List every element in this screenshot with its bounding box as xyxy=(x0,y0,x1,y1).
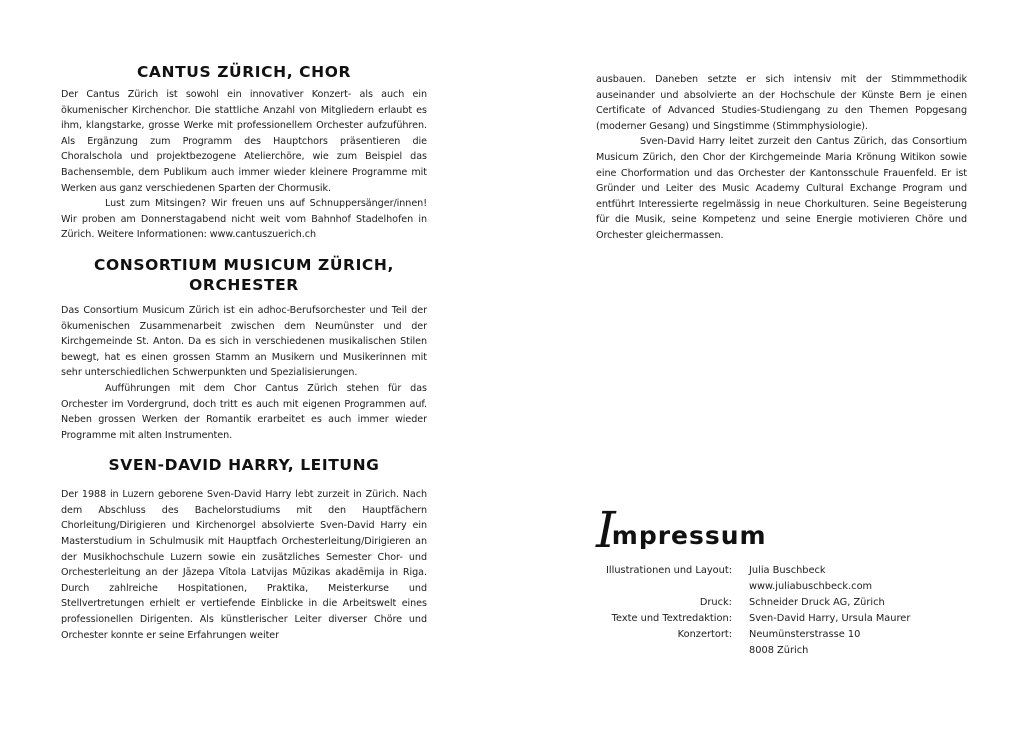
impressum-value: 8008 Zürich xyxy=(749,645,809,656)
section-harry xyxy=(61,455,427,643)
impressum-row xyxy=(596,643,976,659)
impressum-heading-rest: mpressum xyxy=(611,520,767,550)
impressum-value: Sven-David Harry, Ursula Maurer xyxy=(749,613,911,624)
section-consortium xyxy=(61,255,427,443)
consortium-heading: CONSORTIUM MUSICUM ZÜRICH, ORCHESTER xyxy=(94,255,394,294)
impressum-value: Neumünsterstrasse 10 xyxy=(749,629,861,640)
cantus-paragraph-1: Der Cantus Zürich ist sowohl ein innovativer Konzert- als auch ein ökumenischer Kirchenchor. Die stattliche Anzahl von Mitgliedern erlaubt es ihm, klangstarke, grosse Werke mit professionellem Orchester aufzuführen. Als Ergänzung zum Programm des Hauptchors präsentieren die Choralschola und projektbezogene Atelierchöre, wie zum Beispiel das Bachensemble, dem Publikum auch immer wieder kleinere Programme mit Werken aus ganz verschiedenen Sparten der Chormusik. xyxy=(61,89,427,194)
impressum-row xyxy=(596,611,976,627)
left-column xyxy=(61,62,427,643)
section-cantus xyxy=(61,62,427,243)
consortium-paragraph-1: Das Consortium Musicum Zürich ist ein adhoc-Berufsorchester und Teil der ökumenischen Zusammenarbeit zwischen dem Neumünster und der Kirchgemeinde St. Anton. Da es sich in verschiedenen musikalischen Stilen bewegt, hat es einen grossen Stamm an Musikern und Musikerinnen mit sehr unterschiedlichen Schwerpunkten und Spezialisierungen. xyxy=(61,304,427,379)
impressum-initial: I xyxy=(596,501,616,559)
impressum-value: Julia Buschbeck xyxy=(749,565,826,576)
harry-paragraph-1-continued: ausbauen. Daneben setzte er sich intensiv mit der Stimmmethodik auseinander und absolvierte an der Hochschule der Künste Bern je einen Certificate of Advanced Studies-Studiengang zu den Themen Popgesang (moderner Gesang) und Singstimme (Stimmphysiologie). xyxy=(596,74,967,132)
impressum-value: Schneider Druck AG, Zürich xyxy=(749,597,885,608)
impressum-row xyxy=(596,595,976,611)
impressum-row xyxy=(596,579,976,595)
impressum-label xyxy=(596,643,749,659)
impressum-row xyxy=(596,627,976,643)
impressum-heading xyxy=(596,500,767,560)
impressum-label: Texte und Textredaktion: xyxy=(611,613,732,624)
impressum-table xyxy=(596,563,976,659)
harry-heading: SVEN-DAVID HARRY, LEITUNG xyxy=(108,456,380,475)
cantus-paragraph-2: Lust zum Mitsingen? Wir freuen uns auf Schnuppersänger/innen! Wir proben am Donnerstagabend nicht weit vom Bahnhof Stadelhofen in Zürich. Weitere Informationen: www.cantuszuerich.ch xyxy=(61,198,427,241)
impressum-label xyxy=(596,579,749,595)
impressum-value: www.juliabuschbeck.com xyxy=(749,581,873,592)
harry-paragraph-1: Der 1988 in Luzern geborene Sven-David Harry lebt zurzeit in Zürich. Nach dem Abschluss des Bachelorstudiums mit den Hauptfächern Chorleitung/Dirigieren und Kirchenorgel absolvierte Sven-David Harry ein Masterstudium in Schulmusik mit Hauptfach Orchesterleitung/Dirigieren an der Musikhochschule Luzern sowie ein zusätzliches Semester Chor- und Orchesterleitung an der Jāzepa Vītola Latvijas Mūzikas akadēmija in Riga. Durch zahlreiche Hospitationen, Praktika, Meisterkurse und Stellvertretungen erhielt er vertiefende Einblicke in die Arbeitswelt eines professionellen Dirigenten. Als künstlerischer Leiter diverser Chöre und Orchester konnte er seine Erfahrungen weiter xyxy=(61,489,427,641)
cantus-heading: CANTUS ZÜRICH, CHOR xyxy=(136,63,352,81)
consortium-paragraph-2: Aufführungen mit dem Chor Cantus Zürich stehen für das Orchester im Vordergrund, doch tritt es auch mit eigenen Programmen auf. Neben grossen Werken der Romantik erarbeitet es auch immer wieder Programme mit alten Instrumenten. xyxy=(61,382,427,441)
impressum-label: Druck: xyxy=(699,597,732,608)
impressum-label: Konzertort: xyxy=(677,629,732,640)
impressum-row xyxy=(596,563,976,579)
right-column xyxy=(596,72,967,244)
impressum-label: Illustrationen und Layout: xyxy=(606,565,732,576)
harry-paragraph-2: Sven-David Harry leitet zurzeit den Cantus Zürich, das Consortium Musicum Zürich, den Chor der Kirchgemeinde Maria Krönung Witikon sowie eine Chorformation und das Orchester der Kantonsschule Frauenfeld. Er ist Gründer und Leiter des Music Academy Cultural Exchange Program und entführt Interessierte regelmässig in neue Chorkulturen. Seine Begeisterung für die Musik, seine Kompetenz und seine Energie motivieren Chöre und Orchester gleichermassen. xyxy=(596,136,967,241)
